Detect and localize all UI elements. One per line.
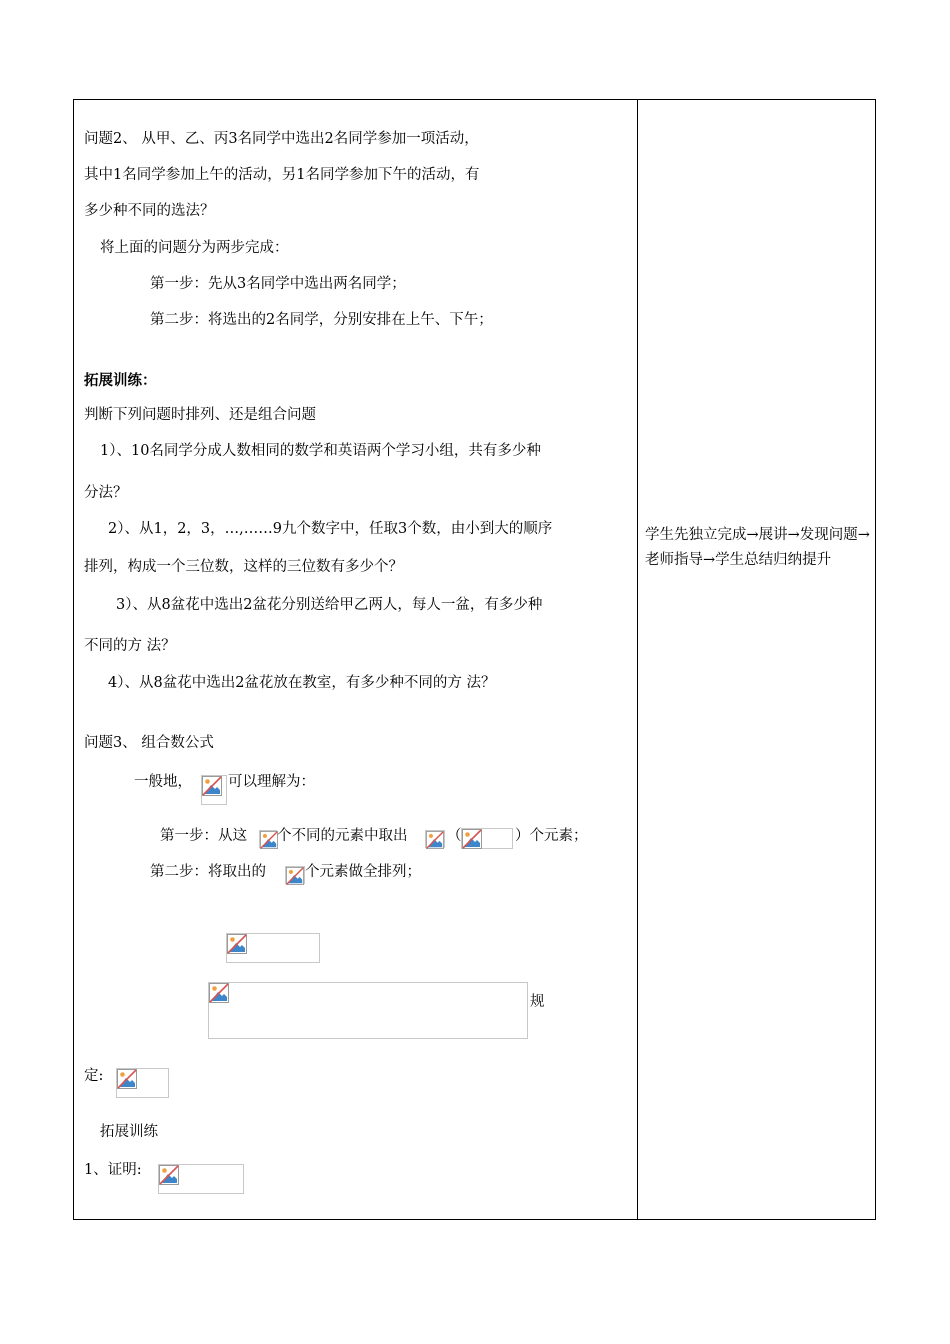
broken-image-icon <box>286 867 304 885</box>
broken-image-icon <box>117 1069 137 1089</box>
broken-image-icon <box>426 831 444 849</box>
formula-image <box>259 830 277 848</box>
problem-2-line-1: 2）、从1，2，3，…,……9九个数字中，任取3个数，由小到大的顺序 <box>108 521 553 537</box>
problem-3-line-1: 3）、从8盆花中选出2盆花分别送给甲乙两人，每人一盆，有多少种 <box>116 597 543 613</box>
general-text-b: 可以理解为： <box>228 774 315 790</box>
s2-text-b: 个元素做全排列； <box>305 864 421 880</box>
general-text-a: 一般地， <box>134 774 192 790</box>
formula-image <box>285 866 305 884</box>
teaching-method-note: 学生先独立完成→展讲→发现问题→老师指导→学生总结归纳提升 <box>645 527 870 568</box>
q2-line-2: 其中1名同学参加上午的活动，另1名同学参加下午的活动，有 <box>84 167 480 183</box>
rule-text-b: 定: <box>84 1068 104 1084</box>
broken-image-icon <box>209 983 229 1003</box>
problem-2-line-2: 排列，构成一个三位数，这样的三位数有多少个？ <box>84 559 403 575</box>
problem-4: 4）、从8盆花中选出2盆花放在教室，有多少种不同的方 法？ <box>108 675 496 691</box>
formula-image <box>461 828 513 849</box>
q2-line-1: 问题2、 从甲、乙、丙3名同学中选出2名同学参加一项活动， <box>84 131 479 147</box>
proof-label: 1、证明: <box>84 1162 142 1178</box>
formula-image <box>116 1068 169 1098</box>
split-intro: 将上面的问题分为两步完成： <box>100 240 289 256</box>
judge-instruction: 判断下列问题时排列、还是组合问题 <box>84 407 316 423</box>
lesson-table <box>73 99 876 1220</box>
extension-2-title: 拓展训练 <box>100 1124 158 1140</box>
s1-text-d: ）个元素； <box>515 828 588 844</box>
formula-image <box>201 775 227 805</box>
problem-3-line-2: 不同的方 法？ <box>84 638 176 654</box>
column-divider <box>637 100 638 1219</box>
formula-image <box>208 982 528 1039</box>
extension-title: 拓展训练： <box>84 372 157 389</box>
rule-text-a: 规 <box>530 994 545 1010</box>
formula-image <box>226 933 320 963</box>
problem-1-line-2: 分法？ <box>84 485 128 501</box>
broken-image-icon <box>159 1165 179 1185</box>
broken-image-icon <box>202 776 222 796</box>
s2-text-a: 第二步：将取出的 <box>150 864 266 880</box>
broken-image-icon <box>462 829 482 849</box>
problem-1-line-1: 1）、10名同学分成人数相同的数学和英语两个学习小组，共有多少种 <box>100 443 541 459</box>
broken-image-icon <box>260 831 278 849</box>
broken-image-icon <box>227 934 247 954</box>
s1-text-b: 个不同的元素中取出 <box>277 828 408 844</box>
q2-line-3: 多少种不同的选法？ <box>84 203 215 219</box>
q3-title: 问题3、 组合数公式 <box>84 735 214 751</box>
s1-text-c: （ <box>447 828 462 844</box>
s1-text-a: 第一步：从这 <box>160 828 247 844</box>
step-2: 第二步：将选出的2名同学，分别安排在上午、下午； <box>150 312 493 328</box>
step-1: 第一步：先从3名同学中选出两名同学； <box>150 276 406 292</box>
formula-image <box>158 1164 244 1194</box>
formula-image <box>425 830 445 848</box>
